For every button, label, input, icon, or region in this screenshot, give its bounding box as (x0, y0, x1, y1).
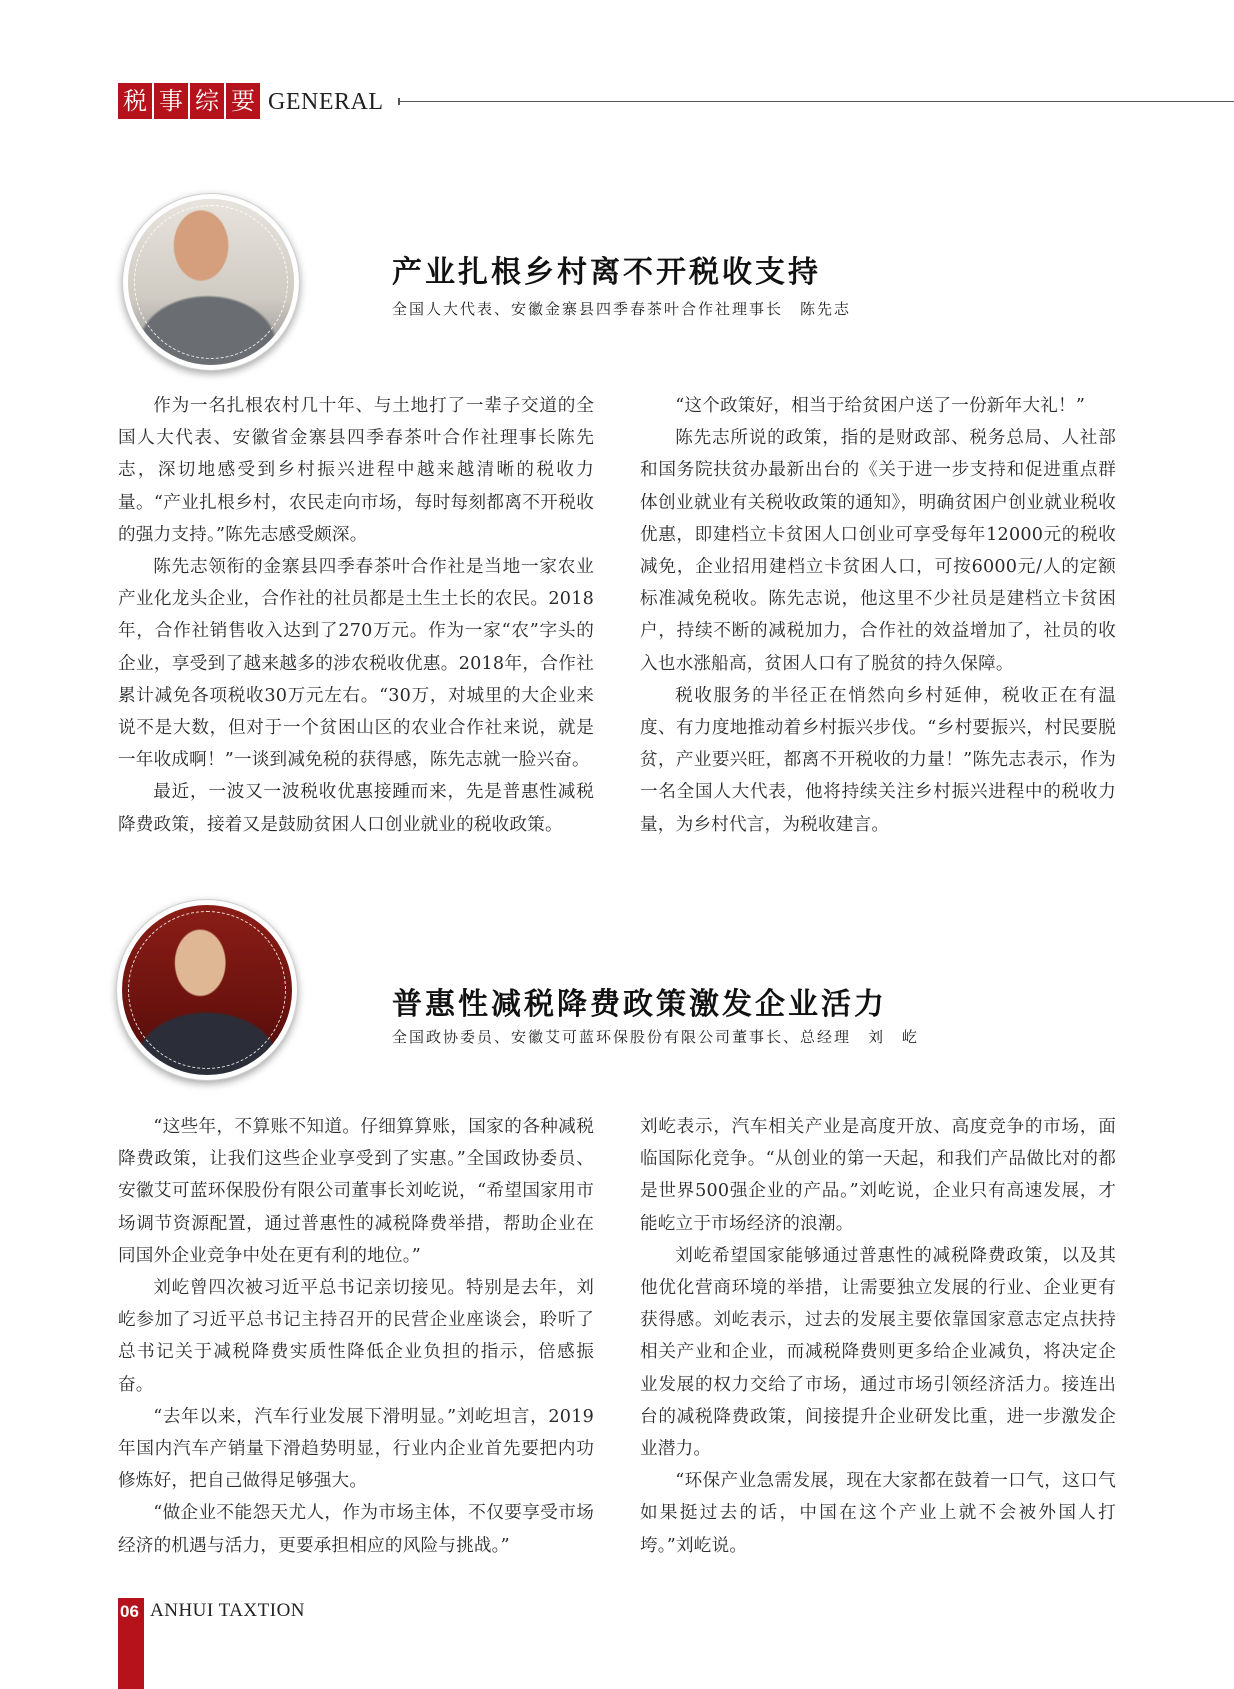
paragraph: “环保产业急需发展，现在大家都在鼓着一口气，这口气如果挺过去的话，中国在这个产业上就不会被外国人打垮。”刘屹说。 (640, 1471, 1116, 1556)
section-tag-char: 税 (118, 83, 152, 119)
section-tag-char: 要 (226, 83, 260, 119)
article-body-right (640, 1111, 1116, 1562)
portrait-photo-liu (122, 905, 292, 1075)
section-tag-english: GENERAL (268, 89, 384, 115)
header-rule (400, 101, 1234, 102)
article-title: 产业扎根乡村离不开税收支持 (392, 255, 821, 290)
article-body-left (118, 390, 594, 841)
section-tag (118, 83, 383, 119)
paragraph: 最近，一波又一波税收优惠接踵而来，先是普惠性减税降费政策，接着又是鼓励贫困人口创业就业的税收政策。 (118, 782, 594, 835)
article-title: 普惠性减税降费政策激发企业活力 (392, 987, 887, 1022)
article-body-right (640, 390, 1116, 841)
paragraph: 刘屹曾四次被习近平总书记亲切接见。特别是去年，刘屹参加了习近平总书记主持召开的民营企业座谈会，聆听了总书记关于减税降费实质性降低企业负担的指示，倍感振奋。 (118, 1278, 594, 1395)
page-number: 06 (120, 1602, 139, 1621)
paragraph: “做企业不能怨天尤人，作为市场主体，不仅要享受市场经济的机遇与活力，更要承担相应的风险与挑战。” (118, 1503, 594, 1556)
paragraph: 陈先志所说的政策，指的是财政部、税务总局、人社部和国务院扶贫办最新出台的《关于进一步支持和促进重点群体创业就业有关税收政策的通知》，明确贫困户创业就业税收优惠，即建档立卡贫困人口创业可享受每年12000元的税收减免，企业招用建档立卡贫困人口，可按6000元/人的定额标准减免税收。陈先志说，他这里不少社员是建档立卡贫困户，持续不断的减税加力，合作社的效益增加了，社员的收入也水涨船高，贫困人口有了脱贫的持久保障。 (640, 428, 1116, 674)
paragraph: “这些年，不算账不知道。仔细算算账，国家的各种减税降费政策，让我们这些企业享受到了实惠。”全国政协委员、安徽艾可蓝环保股份有限公司董事长刘屹说，“希望国家用市场调节资源配置，通过普惠性的减税降费举措，帮助企业在同国外企业竞争中处在更有利的地位。” (118, 1117, 594, 1266)
paragraph: “去年以来，汽车行业发展下滑明显。”刘屹坦言，2019年国内汽车产销量下滑趋势明显，行业内企业首先要把内功修炼好，把自己做得足够强大。 (118, 1406, 594, 1492)
section-tag-char: 综 (190, 83, 224, 119)
paragraph: 税收服务的半径正在悄然向乡村延伸，税收正在有温度、有力度地推动着乡村振兴步伐。“乡村要振兴，村民要脱贫，产业要兴旺，都离不开税收的力量！”陈先志表示，作为一名全国人大代表，他将持续关注乡村振兴进程中的税收力量，为乡村代言，为税收建言。 (640, 685, 1116, 835)
paragraph: 作为一名扎根农村几十年、与土地打了一辈子交道的全国人大代表、安徽省金寨县四季春茶叶合作社理事长陈先志，深切地感受到乡村振兴进程中越来越清晰的税收力量。“产业扎根乡村，农民走向市场，每时每刻都离不开税收的强力支持。”陈先志感受颇深。 (118, 396, 594, 545)
paragraph: 刘屹希望国家能够通过普惠性的减税降费政策，以及其他优化营商环境的举措，让需要独立发展的行业、企业更有获得感。刘屹表示，过去的发展主要依靠国家意志定点扶持相关产业和企业，而减税降费则更多给企业减负，将决定企业发展的权力交给了市场，通过市场引领经济活力。接连出台的减税降费政策，间接提升企业研发比重，进一步激发企业潜力。 (640, 1245, 1116, 1460)
paragraph: 刘屹表示，汽车相关产业是高度开放、高度竞争的市场，面临国际化竞争。“从创业的第一天起，和我们产品做比对的都是世界500强企业的产品。”刘屹说，企业只有高速发展，才能屹立于市场经济的浪潮。 (640, 1117, 1116, 1234)
paragraph: 陈先志领衔的金寨县四季春茶叶合作社是当地一家农业产业化龙头企业，合作社的社员都是土生土长的农民。2018年，合作社销售收入达到了270万元。作为一家“农”字头的企业，享受到了越来越多的涉农税收优惠。2018年，合作社累计减免各项税收30万元左右。“30万，对城里的大企业来说不是大数，但对于一个贫困山区的农业合作社来说，就是一年收成啊！”一谈到减免税的获得感，陈先志就一脸兴奋。 (118, 557, 594, 771)
paragraph: “这个政策好，相当于给贫困户送了一份新年大礼！” (675, 396, 1086, 416)
article-body-left (118, 1111, 594, 1562)
article-byline: 全国政协委员、安徽艾可蓝环保股份有限公司董事长、总经理 刘 屹 (392, 1028, 920, 1046)
section-tag-char: 事 (154, 83, 188, 119)
article-byline: 全国人大代表、安徽金寨县四季春茶叶合作社理事长 陈先志 (392, 300, 852, 318)
magazine-name: ANHUI TAXTION (150, 1600, 306, 1621)
portrait-photo-chen (128, 199, 294, 365)
